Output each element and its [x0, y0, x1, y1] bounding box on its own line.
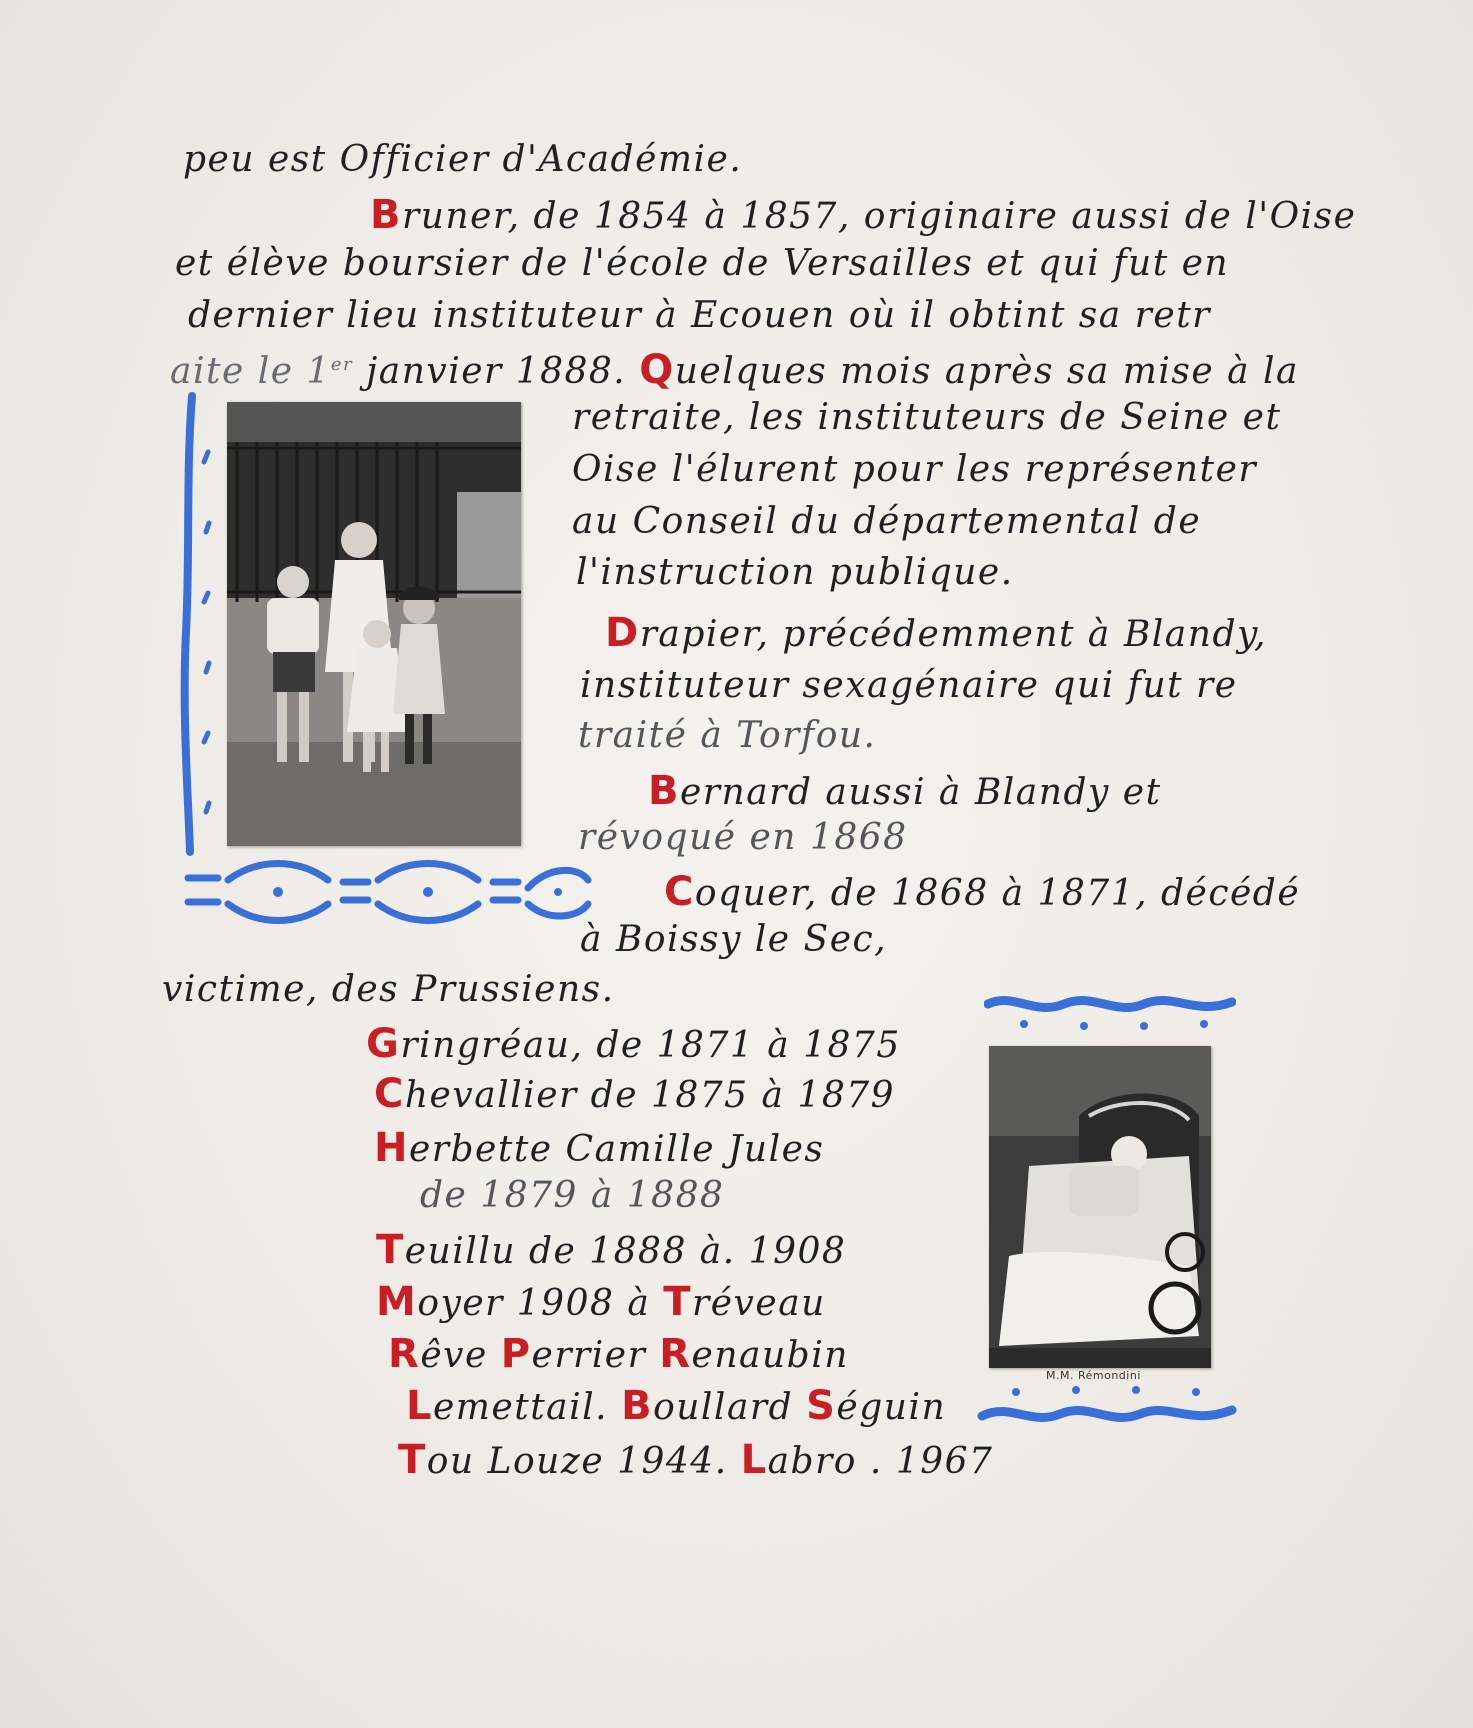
text-line: Herbette Camille Jules	[374, 1125, 825, 1171]
text-line: Tou Louze 1944. Labro . 1967	[398, 1437, 994, 1483]
text-line: instituteur sexagénaire qui fut re	[580, 665, 1238, 706]
text-line: Gringréau, de 1871 à 1875	[366, 1021, 901, 1067]
drop-initial: L	[740, 1437, 768, 1483]
text-line: Bernard aussi à Blandy et	[648, 768, 1162, 814]
text-line: Bruner, de 1854 à 1857, originaire aussi de l'Oise	[370, 192, 1357, 238]
text-line: l'instruction publique.	[576, 552, 1014, 593]
text-line: et élève boursier de l'école de Versailles et qui fut en	[175, 243, 1230, 284]
text-line: aite le 1er janvier 1888. Quelques mois après sa mise à la	[170, 347, 1299, 393]
drop-initial: T	[376, 1227, 405, 1273]
wave-ornament-top	[984, 990, 1236, 1034]
drop-initial: T	[398, 1437, 427, 1483]
text-line: dernier lieu instituteur à Ecouen où il obtint sa retr	[188, 295, 1211, 336]
text-line: à Boissy le Sec,	[580, 919, 888, 960]
text-line: Chevallier de 1875 à 1879	[374, 1071, 896, 1117]
drop-initial: C	[664, 869, 695, 915]
drop-initial: G	[366, 1021, 401, 1067]
wave-ornament-bottom	[976, 1382, 1238, 1428]
text-line: Lemettail. Boullard Séguin	[406, 1383, 947, 1429]
drop-initial: C	[374, 1071, 405, 1117]
text-line: au Conseil du départemental de	[572, 501, 1202, 542]
text-line: Oise l'élurent pour les représenter	[572, 449, 1258, 490]
text-line: de 1879 à 1888	[420, 1175, 725, 1216]
text-line: traité à Torfou.	[578, 715, 877, 756]
drop-initial: D	[605, 610, 640, 656]
text-line: Moyer 1908 à Tréveau	[376, 1279, 826, 1325]
text-line: victime, des Prussiens.	[162, 969, 615, 1010]
drop-initial: R	[659, 1331, 692, 1377]
text-line: Rêve Perrier Renaubin	[388, 1331, 849, 1377]
text-line: révoqué en 1868	[578, 817, 908, 858]
text-line: Coquer, de 1868 à 1871, décédé	[664, 869, 1301, 915]
drop-initial: R	[388, 1331, 421, 1377]
drop-initial: B	[370, 192, 402, 238]
text-line: Drapier, précédemment à Blandy,	[605, 610, 1267, 656]
drop-initial: H	[374, 1125, 409, 1171]
photo-children	[227, 402, 521, 846]
drop-initial: Q	[639, 347, 675, 393]
text-line: retraite, les instituteurs de Seine et	[572, 397, 1282, 438]
photo-baby	[989, 1046, 1211, 1368]
vertical-ornament	[178, 392, 218, 862]
drop-initial: M	[376, 1279, 418, 1325]
drop-initial: B	[621, 1383, 654, 1429]
text-line: Teuillu de 1888 à. 1908	[376, 1227, 847, 1273]
drop-initial: B	[648, 768, 680, 814]
horizontal-ornament	[178, 858, 598, 928]
photographer-signature: M.M. Rémondini	[1046, 1369, 1141, 1382]
text-line: peu est Officier d'Académie.	[183, 139, 743, 180]
drop-initial: P	[500, 1331, 532, 1377]
drop-initial: T	[663, 1279, 693, 1325]
drop-initial: S	[806, 1383, 837, 1429]
drop-initial: L	[406, 1383, 433, 1429]
